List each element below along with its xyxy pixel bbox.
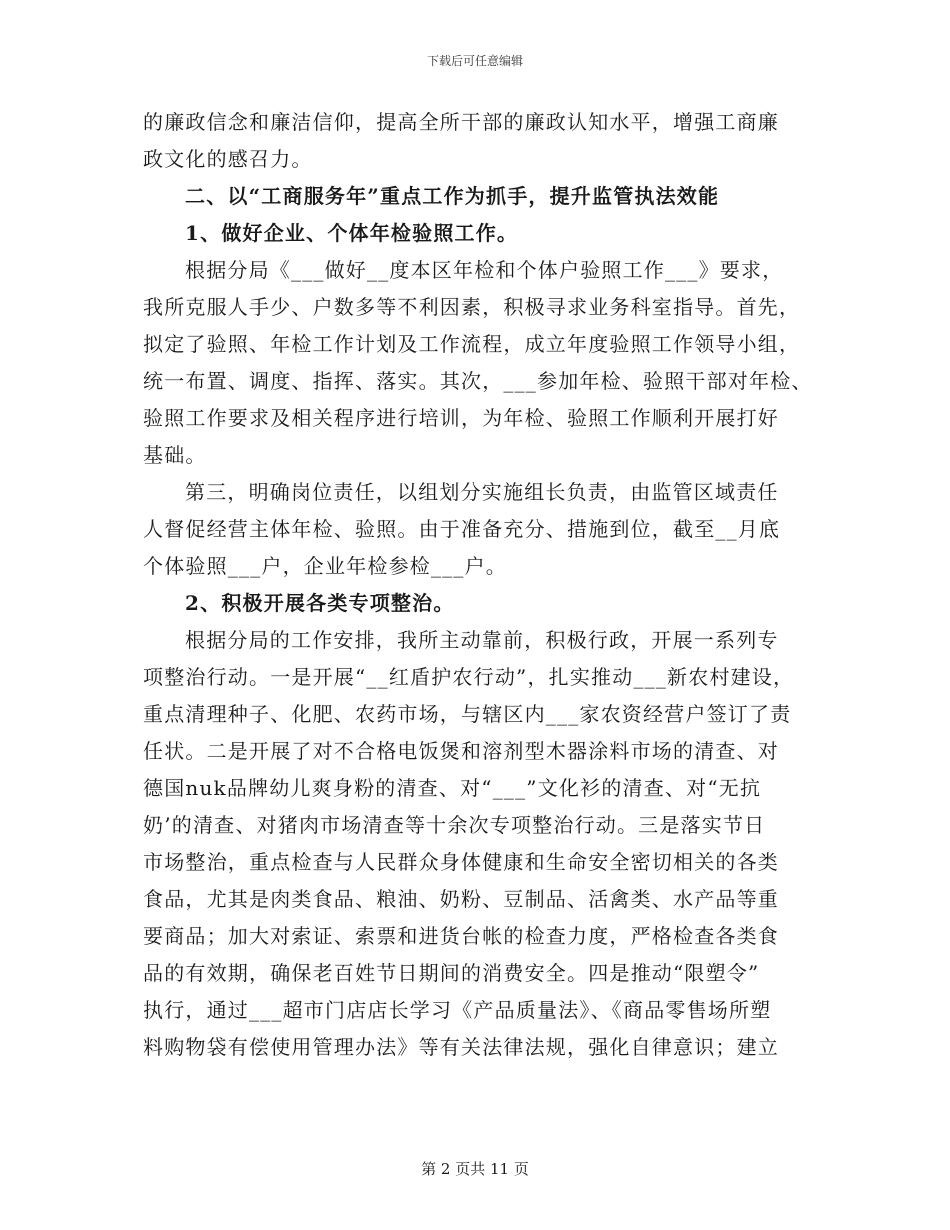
body-line: 食品，尤其是肉类食品、粮油、奶粉、豆制品、活禽类、水产品等重: [143, 887, 779, 911]
body-line: 政文化的感召力。: [143, 147, 313, 171]
body-line: 任状。二是开展了对不合格电饭煲和溶剂型木器涂料市场的清查、对: [143, 739, 779, 763]
body-line: 料购物袋有偿使用管理办法》等有关法律法规，强化自律意识；建立: [143, 1035, 779, 1059]
body-line: 要商品；加大对索证、索票和进货台帐的检查力度，严格检查各类食: [143, 924, 779, 948]
body-line: 奶’的清查、对猪肉市场清查等十余次专项整治行动。三是落实节日: [143, 813, 766, 837]
section-heading: 1、做好企业、个体年检验照工作。: [185, 221, 519, 245]
body-line: 人督促经营主体年检、验照。由于准备充分、措施到位，截至__月底: [143, 517, 781, 541]
body-line: 拟定了验照、年检工作计划及工作流程，成立年度验照工作领导小组，: [143, 332, 801, 356]
document-body: [143, 104, 823, 1066]
body-line: 执行，通过___超市门店店长学习《产品质量法》、《商品零售场所塑: [143, 998, 772, 1022]
page-header: 下载后可任意编辑: [426, 54, 523, 68]
paragraph-start-line: 根据分局《___做好__度本区年检和个体户验照工作___》要求，: [185, 258, 784, 282]
body-line: 项整治行动。一是开展“__红盾护农行动”，扎实推动___新农村建设，: [143, 665, 795, 689]
body-line: 德国nuk品牌幼儿爽身粉的清查、对“___”文化衫的清查、对“无抗: [143, 776, 762, 800]
section-heading: 二、以“工商服务年”重点工作为抓手，提升监管执法效能: [185, 184, 720, 208]
paragraph-start-line: 第三，明确岗位责任，以组划分实施组长负责，由监管区域责任: [185, 480, 779, 504]
body-line: 统一布置、调度、指挥、落实。其次，___参加年检、验照干部对年检、: [143, 369, 813, 393]
body-line: 品的有效期，确保老百姓节日期间的消费安全。四是推动“限塑令”: [143, 961, 760, 985]
page-footer: 第 2 页共 11 页: [421, 1160, 529, 1178]
body-line: 市场整治，重点检查与人民群众身体健康和生命安全密切相关的各类: [143, 850, 779, 874]
paragraph-start-line: 根据分局的工作安排，我所主动靠前，积极行政，开展一系列专: [185, 628, 779, 652]
body-line: 的廉政信念和廉洁信仰，提高全所干部的廉政认知水平，增强工商廉: [143, 110, 779, 134]
body-line: 基础。: [143, 443, 207, 467]
body-line: 个体验照___户，企业年检参检___户。: [143, 554, 507, 578]
section-heading: 2、积极开展各类专项整治。: [185, 591, 455, 615]
body-line: 我所克服人手少、户数多等不利因素，积极寻求业务科室指导。首先，: [143, 295, 801, 319]
body-line: 重点清理种子、化肥、农药市场，与辖区内___家农资经营户签订了责: [143, 702, 792, 726]
body-line: 验照工作要求及相关程序进行培训，为年检、验照工作顺利开展打好: [143, 406, 779, 430]
